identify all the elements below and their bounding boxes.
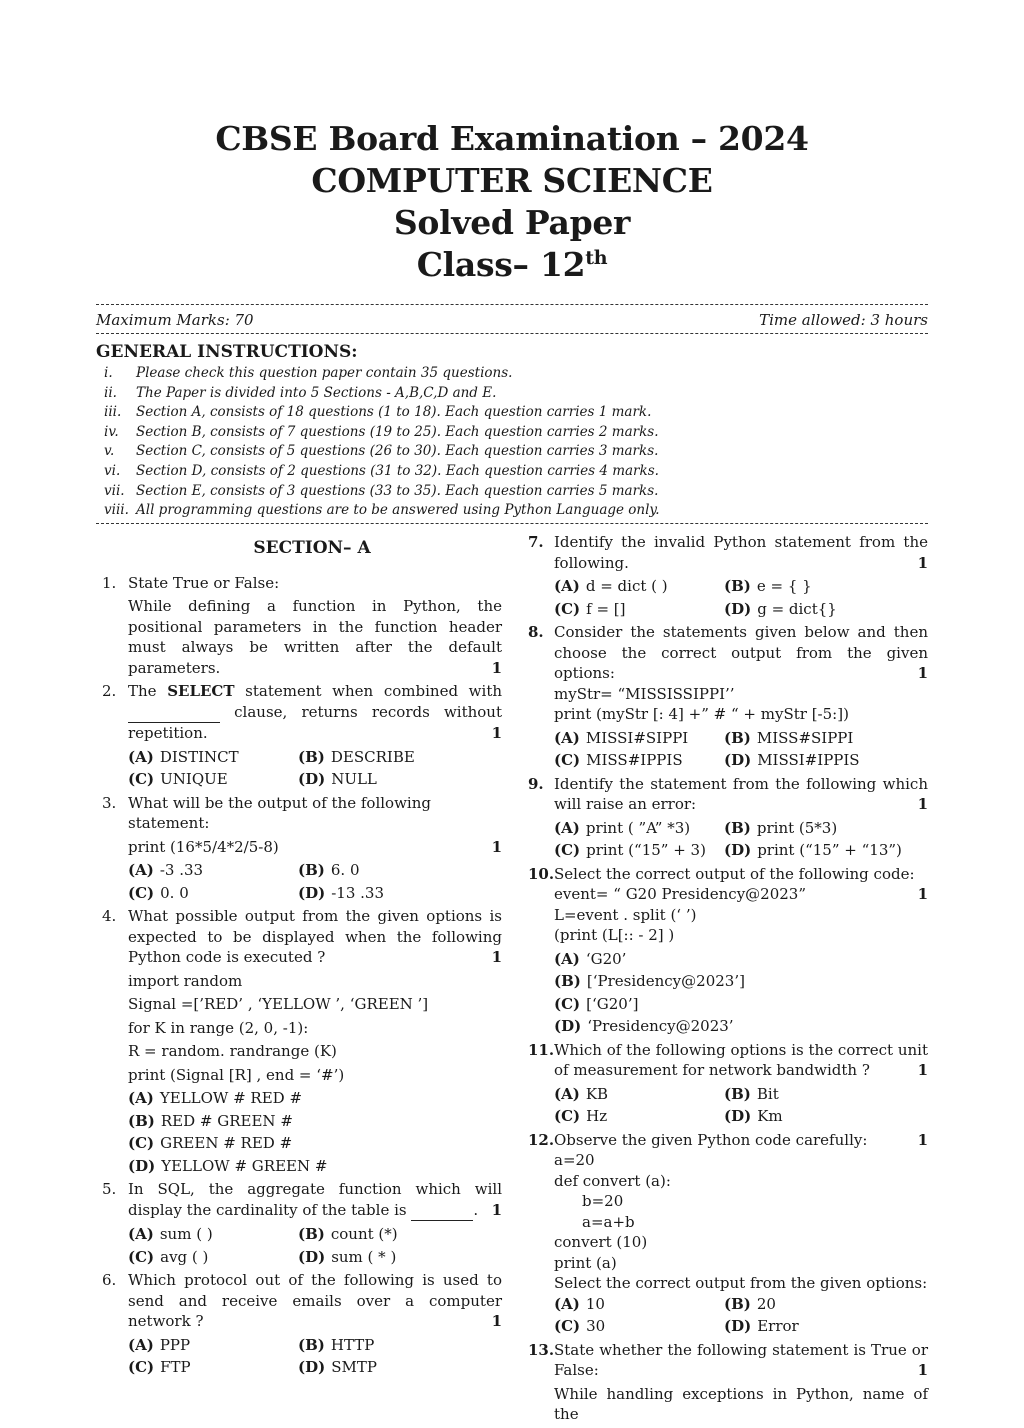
options <box>554 818 928 861</box>
option: (D) ‘Presidency@2023’ <box>554 1017 734 1035</box>
option: (C) UNIQUE <box>128 770 228 788</box>
option: (C) avg ( ) <box>128 1247 209 1266</box>
option: (D) g = dict{} <box>724 599 837 618</box>
option: (C) 30 <box>554 1317 606 1335</box>
option: (C) f = [] <box>554 599 626 618</box>
mark: 1 <box>917 885 928 903</box>
option: (D) print (“15” + “13”) <box>724 841 902 859</box>
option: (B) 20 <box>724 1294 776 1313</box>
exam-title: CBSE Board Examination – 2024 <box>215 119 809 158</box>
option: (A) DISTINCT <box>128 747 239 766</box>
option: (B) 6. 0 <box>298 861 360 879</box>
instruction-item: v. Section C, consists of 5 questions (26 to 30). Each question carries 3 marks. <box>104 443 659 460</box>
left-column <box>102 538 502 1381</box>
mark: 1 <box>917 553 928 572</box>
option: (A) KB <box>554 1084 609 1103</box>
option: (B) print (5*3) <box>724 818 838 837</box>
options <box>554 1294 928 1337</box>
options <box>554 949 928 1037</box>
max-marks: Maximum Marks: 70 <box>96 311 254 329</box>
option: (A) PPP <box>128 1335 191 1354</box>
mark: 1 <box>917 1361 928 1379</box>
answer-blank <box>128 702 220 724</box>
mark: 1 <box>917 795 928 813</box>
question-12: 12. Observe the given Python code carefully: 1 a=20 def convert (a): b=20 a=a+b convert (10) print (a) Select the correct output from the given options: (A) 10 (B) 20 (C) 30 (D) Error <box>528 1130 928 1335</box>
mark: 1 <box>491 724 502 742</box>
question-8: 8. Consider the statements given below and then choose the correct output from the given options: 1 myStr= “MISSISSIPPI’’ print (myStr [: 4] +” # “ + myStr [-5:]) (A) MISSI#SIPPI (B) MISS#SIPPI (C) MISS#IPPIS (D) MISSI#IPPIS <box>528 623 928 769</box>
mark: 1 <box>917 1061 928 1079</box>
option: (B) [‘Presidency@2023’] <box>554 972 745 990</box>
question-3: 3. What will be the output of the following statement: print (16*5/4*2/5-8) 1 (A) -3 .33 (B) 6. 0 (C) 0. 0 (D) -13 .33 <box>102 793 502 902</box>
options <box>128 860 502 903</box>
instruction-item: iv. Section B, consists of 7 questions (19 to 25). Each question carries 2 marks. <box>104 423 659 440</box>
mark: 1 <box>917 1130 928 1149</box>
question-1: 1. State True or False: While defining a function in Python, the positional parameters in the function header must always be written after the default parameters. 1 <box>102 573 502 677</box>
question-11: 11. Which of the following options is the correct unit of measurement for network bandwidth ? 1 (A) KB (B) Bit (C) Hz (D) Km <box>528 1040 928 1125</box>
options <box>128 1224 502 1267</box>
option: (C) FTP <box>128 1358 191 1376</box>
instruction-item: i. Please check this question paper contain 35 questions. <box>104 365 513 381</box>
section-a-title: SECTION– A <box>253 538 371 558</box>
option: (B) RED # GREEN # <box>128 1111 293 1130</box>
instruction-item: ii. The Paper is divided into 5 Sections - A,B,C,D and E. <box>104 384 497 401</box>
option: (C) 0. 0 <box>128 883 189 902</box>
question-6: 6. Which protocol out of the following is used to send and receive emails over a computer network ? 1 (A) PPP (B) HTTP (C) FTP (D) SMTP <box>102 1271 502 1376</box>
option: (A) ‘G20’ <box>554 949 627 968</box>
option: (A) print ( ”A” *3) <box>554 818 691 837</box>
marks-row <box>96 311 928 329</box>
instruction-item: iii. Section A, consists of 18 questions (1 to 18). Each question carries 1 mark. <box>104 404 652 421</box>
option: (D) Error <box>724 1317 799 1335</box>
question-7: 7. Identify the invalid Python statement from the following. 1 (A) d = dict ( ) (B) e = { } (C) f = [] (D) g = dict{} <box>528 533 928 618</box>
option: (D) Km <box>724 1107 783 1125</box>
right-column <box>528 532 928 1428</box>
title-block <box>0 118 1024 286</box>
instruction-item: vi. Section D, consists of 2 questions (31 to 32). Each question carries 4 marks. <box>104 462 659 479</box>
option: (C) GREEN # RED # <box>128 1134 293 1152</box>
option: (A) sum ( ) <box>128 1225 213 1243</box>
divider <box>96 304 928 305</box>
options <box>554 728 928 771</box>
time-allowed: Time allowed: 3 hours <box>759 311 928 329</box>
option: (C) MISS#IPPIS <box>554 751 683 769</box>
option: (D) sum ( * ) <box>298 1247 397 1266</box>
question-2: 2. The SELECT statement when combined with clause, returns records without repetition. 1 (A) DISTINCT (B) DESCRIBE (C) UNIQUE (D) NULL <box>102 682 503 788</box>
option: (A) MISSI#SIPPI <box>554 728 689 747</box>
option: (B) DESCRIBE <box>298 747 415 766</box>
option: (C) Hz <box>554 1107 608 1125</box>
divider <box>96 523 928 524</box>
option: (B) Bit <box>724 1084 779 1103</box>
question-13: 13. State whether the following statement is True or False: 1 While handling exceptions in Python, name of the <box>528 1340 928 1423</box>
divider <box>96 333 928 334</box>
option: (D) SMTP <box>298 1358 377 1376</box>
options <box>554 576 928 619</box>
option: (C) [‘G20’] <box>554 994 639 1013</box>
options <box>554 1084 928 1127</box>
option: (A) YELLOW # RED # <box>128 1089 303 1107</box>
options <box>128 1088 502 1176</box>
question-9: 9. Identify the statement from the following which will raise an error: 1 (A) print ( ”A” *3) (B) print (5*3) (C) print (“15” + 3) (D) print (“15” + “13”) <box>528 774 928 859</box>
option: (D) YELLOW # GREEN # <box>128 1156 328 1175</box>
option: (B) HTTP <box>298 1335 375 1354</box>
instruction-item: vii. Section E, consists of 3 questions (33 to 35). Each question carries 5 marks. <box>104 482 659 499</box>
mark: 1 <box>917 664 928 682</box>
option: (C) print (“15” + 3) <box>554 841 706 859</box>
mark: 1 <box>491 837 502 856</box>
option: (A) d = dict ( ) <box>554 577 668 595</box>
paper-type: Solved Paper <box>393 203 631 242</box>
question-10: 10. Select the correct output of the following code: 1 event= “ G20 Presidency@2023” L=event . split (‘ ’) (print (L[:: - 2] ) (A) ‘G20’ (B) [‘Presidency@2023’] (C) [‘G20’] (D) ‘Presidency@2023’ <box>528 864 928 1035</box>
mark: 1 <box>491 948 502 966</box>
option: (A) 10 <box>554 1294 605 1313</box>
option: (D) MISSI#IPPIS <box>724 751 860 769</box>
option: (A) -3 .33 <box>128 861 204 879</box>
options <box>128 747 502 790</box>
instructions-list <box>96 364 916 521</box>
question-4: 4. What possible output from the given options is expected to be displayed when the following Python code is executed ? 1 import random Signal =[’RED’ , ‘YELLOW ’, ‘GREEN ’] for K in range (2, 0, -1): R = random. randrange (K) print (Signal [R] , end = ‘#’) (A) YELLOW # RED # (B) RED # GREEN # (C) GREEN # RED # (D) YELLOW # GREEN # <box>102 907 502 1175</box>
option: (B) count (*) <box>298 1225 398 1243</box>
question-5: 5. In SQL, the aggregate function which will display the cardinality of the table is . 1 (A) sum ( ) (B) count (*) (C) avg ( ) (D) sum ( * ) <box>102 1180 502 1266</box>
class-title: Class– 12th <box>416 245 608 284</box>
mark: 1 <box>491 1312 502 1330</box>
mark: 1 <box>491 658 502 677</box>
option: (B) MISS#SIPPI <box>724 728 854 747</box>
option: (B) e = { } <box>724 577 812 595</box>
options <box>128 1335 502 1378</box>
answer-blank <box>411 1200 473 1222</box>
option: (D) NULL <box>298 770 377 788</box>
instructions-heading: GENERAL INSTRUCTIONS: <box>96 342 358 362</box>
option: (D) -13 .33 <box>298 883 384 902</box>
instruction-item: viii. All programming questions are to be answered using Python Language only. <box>104 502 660 519</box>
mark: 1 <box>491 1200 502 1219</box>
subject-title: COMPUTER SCIENCE <box>311 161 713 200</box>
